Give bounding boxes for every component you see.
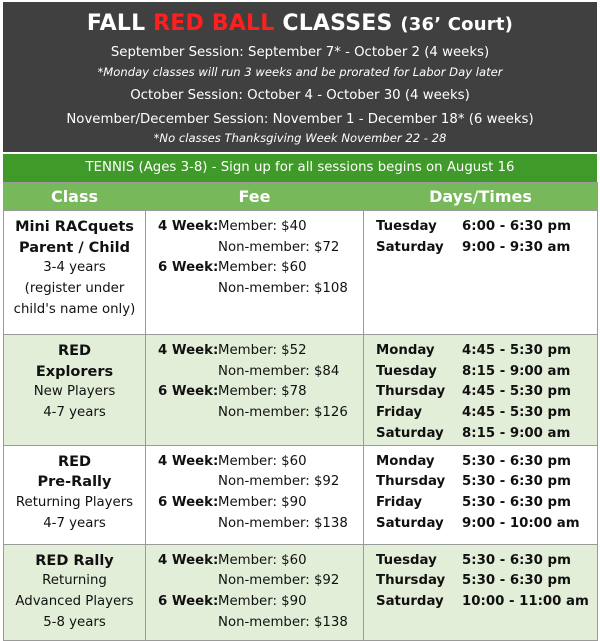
fee-weeks: 6 Week:	[158, 494, 219, 510]
fee-line	[158, 452, 363, 473]
schedule-time: 8:15 - 9:00 am	[462, 425, 571, 441]
class-detail-line: 4-7 years	[43, 405, 106, 421]
fee-nonmember: Non-member: $92	[218, 474, 340, 490]
fee-weeks: 4 Week:	[158, 219, 219, 234]
fee-line	[158, 571, 363, 592]
fee-weeks: 4 Week:	[158, 552, 219, 568]
schedule-time: 4:45 - 5:30 pm	[462, 343, 571, 358]
class-cell	[4, 211, 146, 335]
table-row-red-pre-rally	[4, 445, 598, 544]
page-title	[3, 10, 597, 39]
schedule-day: Friday	[376, 405, 423, 421]
classes-table	[3, 182, 598, 641]
fee-line	[158, 238, 363, 259]
schedule-day: Saturday	[376, 425, 444, 441]
class-detail-line: (register under	[24, 281, 125, 297]
class-cell	[4, 335, 146, 446]
fee-member: Member: $90	[218, 593, 307, 609]
schedule-cell	[364, 211, 598, 335]
table-header-row	[4, 183, 598, 211]
schedule-time: 5:30 - 6:30 pm	[462, 453, 571, 469]
title-part-classes: CLASSES	[274, 11, 401, 36]
fee-nonmember: Non-member: $138	[218, 515, 348, 531]
schedule-line	[376, 472, 597, 493]
schedule-day: Tuesday	[376, 363, 437, 379]
title-part-fall: FALL	[86, 11, 154, 36]
class-detail-line: 3-4 years	[43, 260, 106, 276]
session-note-labor-day: *Monday classes will run 3 weeks and be prorated for Labor Day later	[97, 65, 503, 79]
class-detail-line: New Players	[33, 384, 116, 400]
schedule-line	[376, 592, 597, 613]
fee-member: Member: $60	[218, 552, 307, 568]
schedule-cell	[364, 544, 598, 640]
title-part-court: (36’ Court)	[400, 14, 514, 35]
schedule-day: Monday	[376, 343, 435, 358]
class-detail-line: 4-7 years	[43, 515, 106, 531]
flyer	[3, 2, 597, 638]
fee-member: Member: $52	[218, 343, 307, 358]
session-line-october: October Session: October 4 - October 30 (4 weeks)	[130, 88, 470, 103]
class-cell	[4, 445, 146, 544]
class-name-line: RED	[57, 453, 92, 470]
signup-banner: TENNIS (Ages 3-8) - Sign up for all sessions begins on August 16	[3, 154, 597, 182]
class-detail-line: 5-8 years	[43, 614, 106, 630]
fee-cell	[146, 335, 364, 446]
column-header-days-times: Days/Times	[364, 183, 598, 211]
fee-nonmember: Non-member: $108	[218, 281, 348, 297]
class-name-line: Parent / Child	[19, 239, 130, 256]
schedule-line	[376, 571, 597, 592]
fee-line	[158, 382, 363, 403]
schedule-line	[376, 493, 597, 514]
schedule-day: Tuesday	[376, 219, 437, 234]
schedule-cell	[364, 445, 598, 544]
fee-weeks: 4 Week:	[158, 453, 219, 469]
schedule-time: 9:00 - 10:00 am	[462, 515, 580, 531]
schedule-day: Friday	[376, 494, 423, 510]
schedule-time: 5:30 - 6:30 pm	[462, 474, 571, 490]
fee-nonmember: Non-member: $84	[218, 363, 340, 379]
fee-weeks: 4 Week:	[158, 343, 219, 358]
fee-member: Member: $60	[218, 260, 307, 276]
fee-line	[158, 258, 363, 279]
schedule-time: 4:45 - 5:30 pm	[462, 405, 571, 421]
schedule-time: 5:30 - 6:30 pm	[462, 552, 571, 568]
schedule-time: 9:00 - 9:30 am	[462, 239, 571, 255]
fee-weeks: 6 Week:	[158, 593, 219, 609]
schedule-line	[376, 403, 597, 424]
schedule-day: Monday	[376, 453, 435, 469]
fee-nonmember: Non-member: $138	[218, 614, 348, 630]
fee-line	[158, 493, 363, 514]
session-line-september: September Session: September 7* - October 2 (4 weeks)	[110, 45, 490, 60]
schedule-time: 4:45 - 5:30 pm	[462, 384, 571, 400]
class-detail-line: child's name only)	[13, 301, 136, 317]
class-name-line: RED Rally	[35, 552, 114, 569]
fee-cell	[146, 544, 364, 640]
class-cell	[4, 544, 146, 640]
fee-line	[158, 514, 363, 535]
table-row-mini-racquets	[4, 211, 598, 335]
schedule-time: 10:00 - 11:00 am	[462, 593, 589, 609]
fee-line	[158, 472, 363, 493]
class-detail-line: Returning	[42, 573, 107, 589]
fee-weeks: 6 Week:	[158, 260, 219, 276]
schedule-day: Thursday	[376, 573, 446, 589]
schedule-line	[376, 362, 597, 383]
class-name-line: Pre-Rally	[37, 474, 112, 491]
class-detail-line: Advanced Players	[15, 593, 134, 609]
class-name-line: Explorers	[35, 363, 114, 380]
schedule-time: 5:30 - 6:30 pm	[462, 573, 571, 589]
fee-nonmember: Non-member: $92	[218, 573, 340, 589]
fee-cell	[146, 211, 364, 335]
table-row-red-rally	[4, 544, 598, 640]
header-panel	[3, 2, 597, 152]
schedule-day: Saturday	[376, 515, 444, 531]
fee-member: Member: $90	[218, 494, 307, 510]
fee-weeks: 6 Week:	[158, 384, 219, 400]
fee-line	[158, 403, 363, 424]
schedule-line	[376, 424, 597, 445]
fee-line	[158, 592, 363, 613]
schedule-day: Thursday	[376, 474, 446, 490]
schedule-time: 5:30 - 6:30 pm	[462, 494, 571, 510]
column-header-fee: Fee	[146, 183, 364, 211]
class-detail-line: Returning Players	[15, 494, 134, 510]
schedule-line	[376, 382, 597, 403]
schedule-day: Tuesday	[376, 552, 437, 568]
fee-nonmember: Non-member: $126	[218, 405, 348, 421]
schedule-day: Saturday	[376, 239, 444, 255]
fee-member: Member: $40	[218, 219, 307, 234]
fee-line	[158, 613, 363, 634]
class-name-line: Mini RACquets	[15, 219, 134, 235]
fee-line	[158, 217, 363, 238]
schedule-line	[376, 238, 597, 259]
column-header-class: Class	[4, 183, 146, 211]
schedule-line	[376, 452, 597, 473]
session-line-november-december: November/December Session: November 1 - December 18* (6 weeks)	[66, 112, 534, 127]
schedule-line	[376, 217, 597, 238]
title-part-red-ball: RED BALL	[153, 11, 275, 36]
fee-line	[158, 341, 363, 362]
fee-member: Member: $60	[218, 453, 307, 469]
schedule-time: 8:15 - 9:00 am	[462, 363, 571, 379]
fee-nonmember: Non-member: $72	[218, 239, 340, 255]
fee-member: Member: $78	[218, 384, 307, 400]
schedule-day: Thursday	[376, 384, 446, 400]
class-name-line: RED	[57, 343, 92, 359]
schedule-line	[376, 341, 597, 362]
schedule-cell	[364, 335, 598, 446]
session-note-thanksgiving: *No classes Thanksgiving Week November 22 - 28	[153, 131, 447, 145]
schedule-line	[376, 551, 597, 572]
fee-line	[158, 362, 363, 383]
fee-line	[158, 551, 363, 572]
schedule-line	[376, 514, 597, 535]
table-row-red-explorers	[4, 335, 598, 446]
fee-cell	[146, 445, 364, 544]
fee-line	[158, 279, 363, 300]
schedule-day: Saturday	[376, 593, 444, 609]
schedule-time: 6:00 - 6:30 pm	[462, 219, 571, 234]
